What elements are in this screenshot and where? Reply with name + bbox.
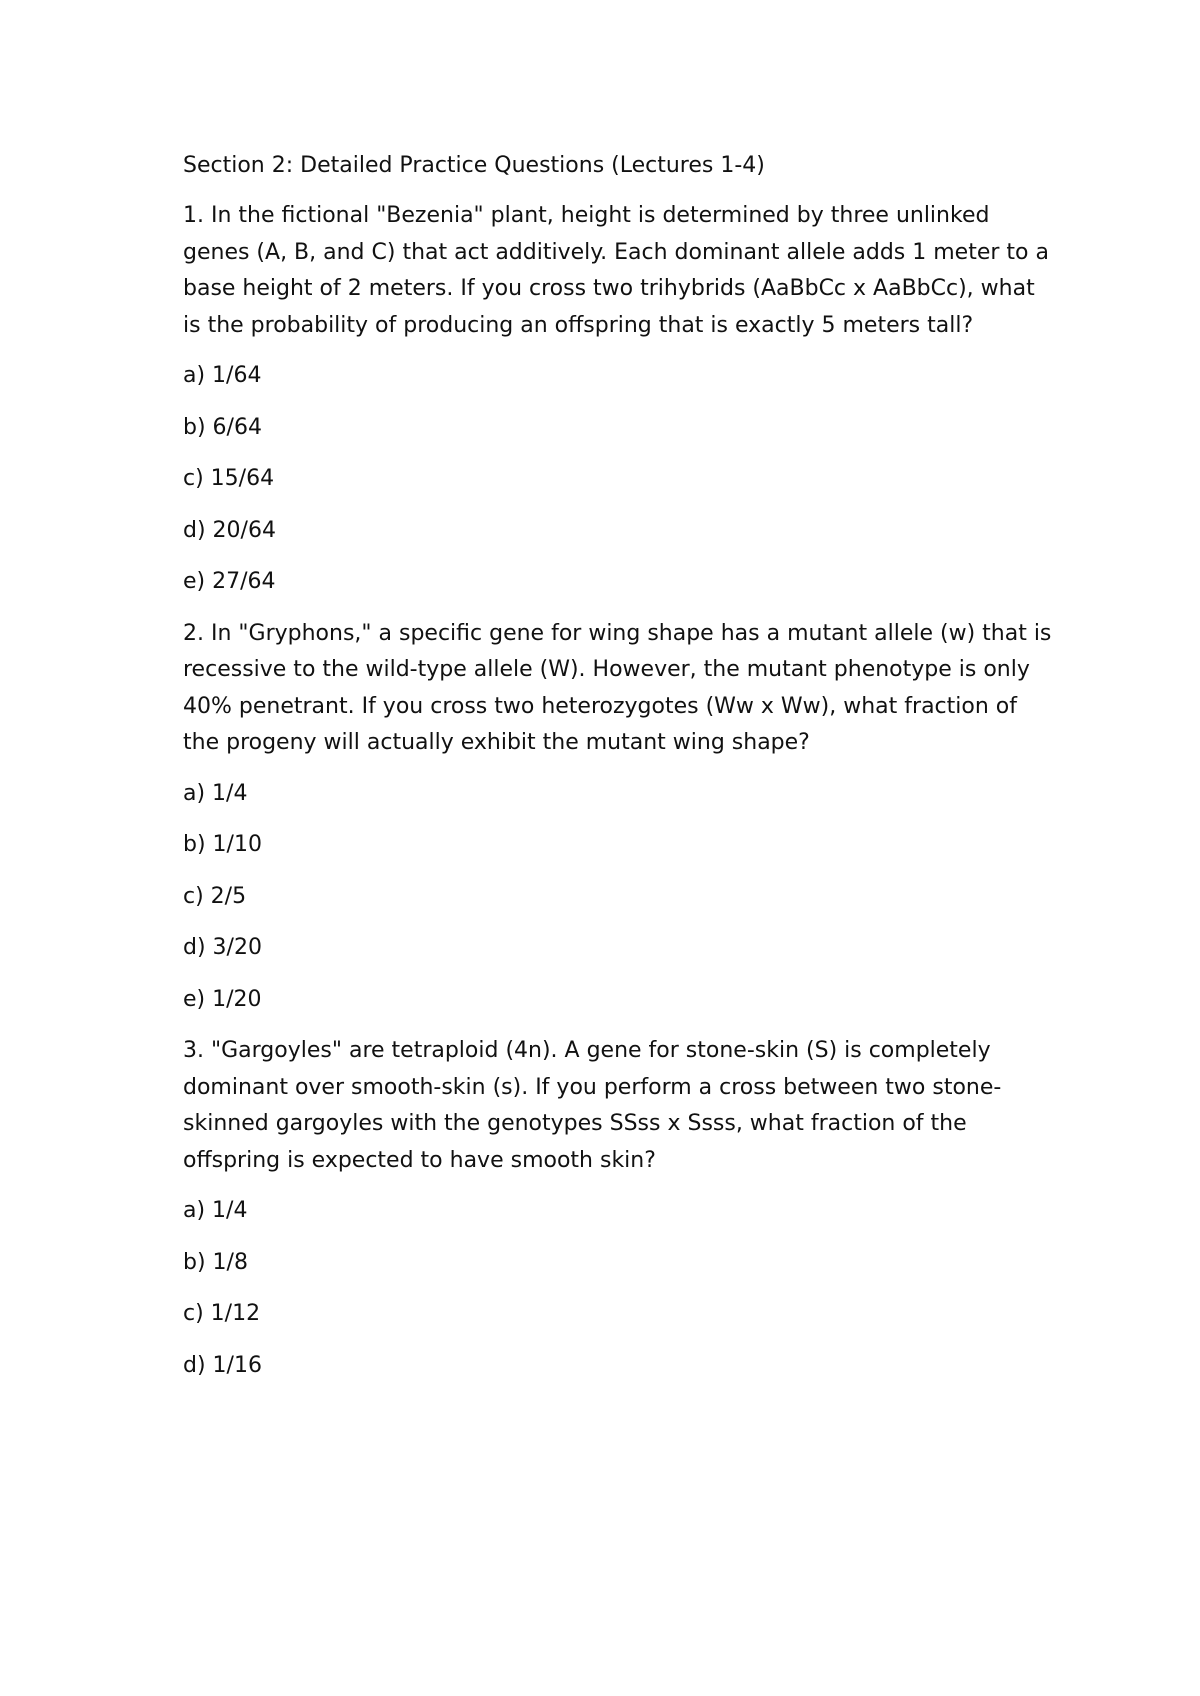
question-3-option-b: b) 1/8 [183,1249,248,1275]
question-2 [183,616,1053,1018]
question-1-option-b: b) 6/64 [183,414,262,440]
question-1 [183,198,1053,600]
question-3-option-a: a) 1/4 [183,1198,248,1223]
question-3-option-c: c) 1/12 [183,1301,261,1326]
document-page [183,148,1053,1399]
question-3 [183,1033,1053,1384]
question-2-option-b: b) 1/10 [183,832,262,857]
question-1-option-a: a) 1/64 [183,363,262,388]
question-2-text: 2. In "Gryphons," a specific gene for wing shape has a mutant allele (w) that is recessive to the wild-type allele (W). However, the mutant phenotype is only 40% penetrant. If you cross two heterozygotes (Ww x Ww), what fraction of the progeny will actually exhibit the mutant wing shape? [183,620,1052,755]
question-1-option-d: d) 20/64 [183,517,276,543]
question-1-option-e: e) 27/64 [183,569,276,594]
question-2-option-a: a) 1/4 [183,780,248,806]
question-1-text: 1. In the fictional "Bezenia" plant, height is determined by three unlinked genes (A, B, and C) that act additively. Each dominant allele adds 1 meter to a base height of 2 meters. If you cross two trihybrids (AaBbCc x AaBbCc), what is the probability of producing an offspring that is exactly 5 meters tall? [183,203,1049,338]
question-2-option-d: d) 3/20 [183,935,262,960]
question-3-text: 3. "Gargoyles" are tetraploid (4n). A gene for stone-skin (S) is completely dominant over smooth-skin (s). If you perform a cross between two stone-skinned gargoyles with the genotypes SSss x Ssss, what fraction of the offspring is expected to have smooth skin? [183,1038,1002,1173]
question-1-option-c: c) 15/64 [183,466,275,491]
question-2-option-e: e) 1/20 [183,986,262,1012]
section-title: Section 2: Detailed Practice Questions (Lectures 1-4) [183,153,765,178]
question-2-option-c: c) 2/5 [183,883,247,909]
question-3-option-d: d) 1/16 [183,1352,262,1378]
